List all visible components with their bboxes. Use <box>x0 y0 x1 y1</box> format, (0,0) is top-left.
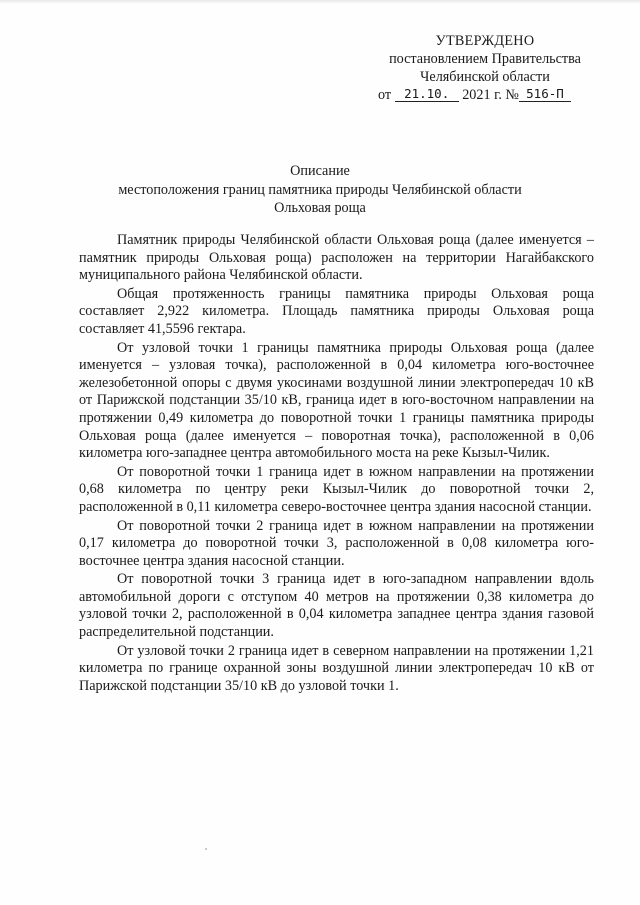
approval-date-value: 21.10. <box>395 87 459 102</box>
approval-title: УТВЕРЖДЕНО <box>435 33 535 49</box>
document-heading <box>80 162 560 218</box>
document-body <box>79 232 594 696</box>
paragraph: От поворотной точки 2 граница идет в южном направлении на протяжении 0,17 километра до поворотной точки 3, расположенной в 0,08 километра юго-восточнее центра здания насосной станции. <box>79 517 594 569</box>
approval-number-value: 516-П <box>519 87 571 102</box>
paragraph: Общая протяженность границы памятника природы Ольховая роща составляет 2,922 километра. Площадь памятника природы Ольховая роща составляет 41,5596 гектара. <box>79 285 594 337</box>
paragraph: От узловой точки 2 граница идет в северном направлении на протяжении 1,21 километра по границе охранной зоны воздушной линии электропередач 10 кВ от Парижской подстанции 35/10 кВ до узловой точки 1. <box>79 642 594 694</box>
approval-stamp-block <box>370 32 600 104</box>
approval-from-prefix: от <box>378 87 392 103</box>
heading-subtitle: местоположения границ памятника природы Челябинской области <box>118 181 522 198</box>
paragraph: Памятник природы Челябинской области Ольховая роща (далее именуется – памятник природы Ольховая роща) расположен на территории Нагайбакского муниципального района Челябинской области. <box>79 232 594 284</box>
approval-year-text: 2021 г. № <box>462 87 519 103</box>
heading-object-name: Ольховая роща <box>274 200 366 216</box>
paragraph: От поворотной точки 1 граница идет в южном направлении на протяжении 0,68 километра по центру реки Кызыл-Чилик до поворотной точки 2, расположенной в 0,11 километра северо-восточнее центра здания насосной станции. <box>79 463 594 515</box>
paragraph: От узловой точки 1 границы памятника природы Ольховая роща (далее именуется – узловая точка), расположенной в 0,04 километра юго-восточнее железобетонной опоры с двумя укосинами воздушной линии электропередач 10 кВ от Парижской подстанции 35/10 кВ, граница идет в юго-восточном направлении на протяжении 0,49 километра до поворотной точки 1 границы памятника природы Ольховая роща (далее именуется – поворотная точка), расположенной в 0,06 километра юго-западнее центра автомобильного моста на реке Кызыл-Чилик. <box>79 339 594 462</box>
approval-line-region: Челябинской области <box>420 69 550 85</box>
approval-line-resolution: постановлением Правительства <box>389 51 581 67</box>
heading-title: Описание <box>290 163 350 179</box>
scan-edge-shadow <box>0 0 640 4</box>
scan-speck <box>205 848 207 850</box>
paragraph: От поворотной точки 3 граница идет в юго-западном направлении вдоль автомобильной дороги с отступом 40 метров на протяжении 0,38 километра до узловой точки 2, расположенной в 0,04 километра западнее центра здания газовой распределительной подстанции. <box>79 571 594 641</box>
approval-date-line <box>370 86 600 104</box>
